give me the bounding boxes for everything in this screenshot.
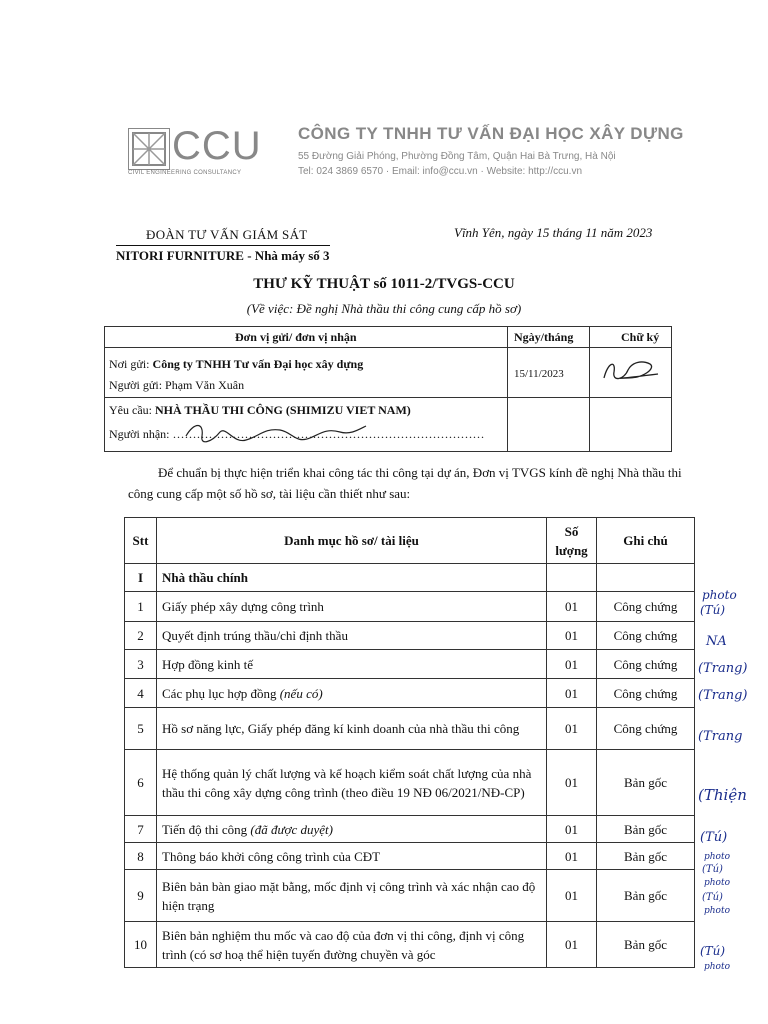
section-stt: I <box>125 564 157 592</box>
document-subject: (Về việc: Đề nghị Nhà thầu thi công cung cấp hồ sơ) <box>246 301 522 316</box>
row-item <box>157 679 547 708</box>
row-item-text: Biên bản nghiệm thu mốc và cao độ của đơn vị thi công, định vị công trình (có sơ hoạ thể hiện tuyến đường chuyền và góc <box>162 927 525 962</box>
logo-text: CCU <box>172 124 262 168</box>
row-qty: 01 <box>547 708 597 750</box>
company-name: CÔNG TY TNHH TƯ VẤN ĐẠI HỌC XÂY DỰNG <box>298 124 684 143</box>
handwritten-note: photo <box>704 852 731 862</box>
row-item-text: Hợp đồng kinh tế <box>162 656 254 672</box>
row-stt: 1 <box>125 592 157 622</box>
row-note: Công chứng <box>597 679 695 708</box>
row-item <box>157 922 547 968</box>
document-rows <box>125 592 695 968</box>
table-row <box>125 870 695 922</box>
header-stt: Stt <box>125 518 157 564</box>
row-item-text: Hệ thống quản lý chất lượng và kế hoạch kiểm soát chất lượng của nhà thầu thi công xây dựng công trình (theo điều 19 NĐ 06/2021/NĐ-CP) <box>162 765 532 800</box>
row-note: Bản gốc <box>597 922 695 968</box>
table-row <box>125 750 695 816</box>
sender-name: Người gửi: Phạm Văn Xuân <box>109 378 245 392</box>
table-row <box>125 922 695 968</box>
row-stt: 5 <box>125 708 157 750</box>
table-row <box>125 816 695 843</box>
handwritten-note: photo <box>704 906 731 916</box>
handwritten-note: (Trang) <box>698 661 748 676</box>
intro-paragraph: Để chuẩn bị thực hiện triển khai công tác thi công tại dự án, Đơn vị TVGS kính đề nghị Nhà thầu thi công cung cấp một số hồ sơ, tài liệu cần thiết như sau: <box>128 465 682 501</box>
from-label: Nơi gửi: <box>109 357 150 371</box>
request-label: Yêu cầu: <box>109 403 152 417</box>
row-stt: 6 <box>125 750 157 816</box>
row-note: Công chứng <box>597 708 695 750</box>
row-qty: 01 <box>547 622 597 650</box>
row-note: Công chứng <box>597 622 695 650</box>
from-row <box>109 357 363 372</box>
handwritten-note: (Trang) <box>698 688 748 703</box>
logo-emblem-icon <box>128 128 170 170</box>
row-note: Bản gốc <box>597 843 695 870</box>
col-unit-header: Đơn vị gửi/ đơn vị nhận <box>235 330 357 344</box>
row-stt: 10 <box>125 922 157 968</box>
sender-signature <box>598 356 662 386</box>
row-item-note: (đã được duyệt) <box>250 821 333 837</box>
row-note: Công chứng <box>597 592 695 622</box>
col-date-header: Ngày/tháng <box>514 330 574 344</box>
row-item <box>157 750 547 816</box>
row-qty: 01 <box>547 650 597 679</box>
request-value: NHÀ THẦU THI CÔNG (SHIMIZU VIET NAM) <box>154 403 411 417</box>
table-row <box>125 843 695 870</box>
receiver-dots: …………………………………………………………………… <box>172 427 485 441</box>
handwritten-note: (Tú) <box>702 864 723 875</box>
from-value: Công ty TNHH Tư vấn Đại học xây dựng <box>152 357 364 371</box>
handwritten-note: (Tú) <box>702 892 723 903</box>
handwritten-note: (Tú) <box>700 830 728 845</box>
col-sign-header: Chữ ký <box>621 330 660 344</box>
row-note: Bản gốc <box>597 816 695 843</box>
header-qty: Số lượng <box>547 518 597 564</box>
handwritten-note: (Tú) <box>700 944 726 958</box>
table-row <box>125 622 695 650</box>
row-item <box>157 843 547 870</box>
request-row <box>109 403 411 418</box>
table-row <box>125 592 695 622</box>
header-note: Ghi chú <box>597 518 695 564</box>
section-row <box>125 564 695 592</box>
table-row <box>125 708 695 750</box>
section-title: Nhà thầu chính <box>157 564 547 592</box>
row-stt: 7 <box>125 816 157 843</box>
row-note: Công chứng <box>597 650 695 679</box>
row-qty: 01 <box>547 679 597 708</box>
company-logo <box>128 124 288 180</box>
company-address: 55 Đường Giải Phóng, Phường Đồng Tâm, Quận Hai Bà Trưng, Hà Nội <box>298 151 616 162</box>
row-qty: 01 <box>547 870 597 922</box>
row-qty: 01 <box>547 922 597 968</box>
row-qty: 01 <box>547 592 597 622</box>
row-note: Bản gốc <box>597 870 695 922</box>
row-item <box>157 650 547 679</box>
row-item-text: Biên bản bàn giao mặt bằng, mốc định vị công trình và xác nhận cao độ hiện trạng <box>162 878 536 913</box>
row-item <box>157 592 547 622</box>
handwritten-note: photo <box>704 962 731 972</box>
row-stt: 4 <box>125 679 157 708</box>
row-qty: 01 <box>547 843 597 870</box>
row-item <box>157 622 547 650</box>
table-header-row <box>125 518 695 564</box>
logo-tagline: CIVIL ENGINEERING CONSULTANCY <box>128 170 242 176</box>
issue-date: Vĩnh Yên, ngày 15 tháng 11 năm 2023 <box>454 225 653 240</box>
row-item-text: Thông báo khởi công công trình của CĐT <box>162 848 381 864</box>
row-item-text: Tiến độ thi công <box>162 821 251 837</box>
row-item <box>157 870 547 922</box>
row-qty: 01 <box>547 750 597 816</box>
row-item-note: (nếu có) <box>279 685 323 701</box>
row-stt: 3 <box>125 650 157 679</box>
receiver-label: Người nhận: <box>109 427 170 441</box>
handwritten-note: NA <box>706 634 727 649</box>
header-item: Danh mục hồ sơ/ tài liệu <box>157 518 547 564</box>
row-item-text: Quyết định trúng thầu/chỉ định thầu <box>162 628 348 643</box>
row-item <box>157 816 547 843</box>
issuing-unit: ĐOÀN TƯ VẤN GIÁM SÁT <box>146 227 308 242</box>
row-item-text: Giấy phép xây dựng công trình <box>162 599 324 614</box>
table-row <box>125 650 695 679</box>
handwritten-note: photo <box>704 878 731 888</box>
row-stt: 9 <box>125 870 157 922</box>
sent-date: 15/11/2023 <box>514 368 564 380</box>
handwritten-note: (Tú) <box>700 603 726 617</box>
table-row <box>125 679 695 708</box>
row-stt: 2 <box>125 622 157 650</box>
project-name: NITORI FURNITURE - Nhà máy số 3 <box>116 245 330 264</box>
handwritten-note: photo <box>702 588 737 602</box>
document-list-table <box>124 517 695 968</box>
document-title: THƯ KỸ THUẬT số 1011-2/TVGS-CCU <box>253 276 515 292</box>
row-note: Bản gốc <box>597 750 695 816</box>
handwritten-note: (Trang <box>698 729 743 744</box>
row-item-text: Các phụ lục hợp đồng <box>162 685 280 701</box>
row-item <box>157 708 547 750</box>
handwritten-note: (Thiện <box>698 786 747 804</box>
row-qty: 01 <box>547 816 597 843</box>
company-contact: Tel: 024 3869 6570 · Email: info@ccu.vn · Website: http://ccu.vn <box>298 166 582 177</box>
row-stt: 8 <box>125 843 157 870</box>
row-item-text: Hồ sơ năng lực, Giấy phép đăng kí kinh doanh của nhà thầu thi công <box>162 721 520 736</box>
receiver-signature <box>180 418 370 448</box>
